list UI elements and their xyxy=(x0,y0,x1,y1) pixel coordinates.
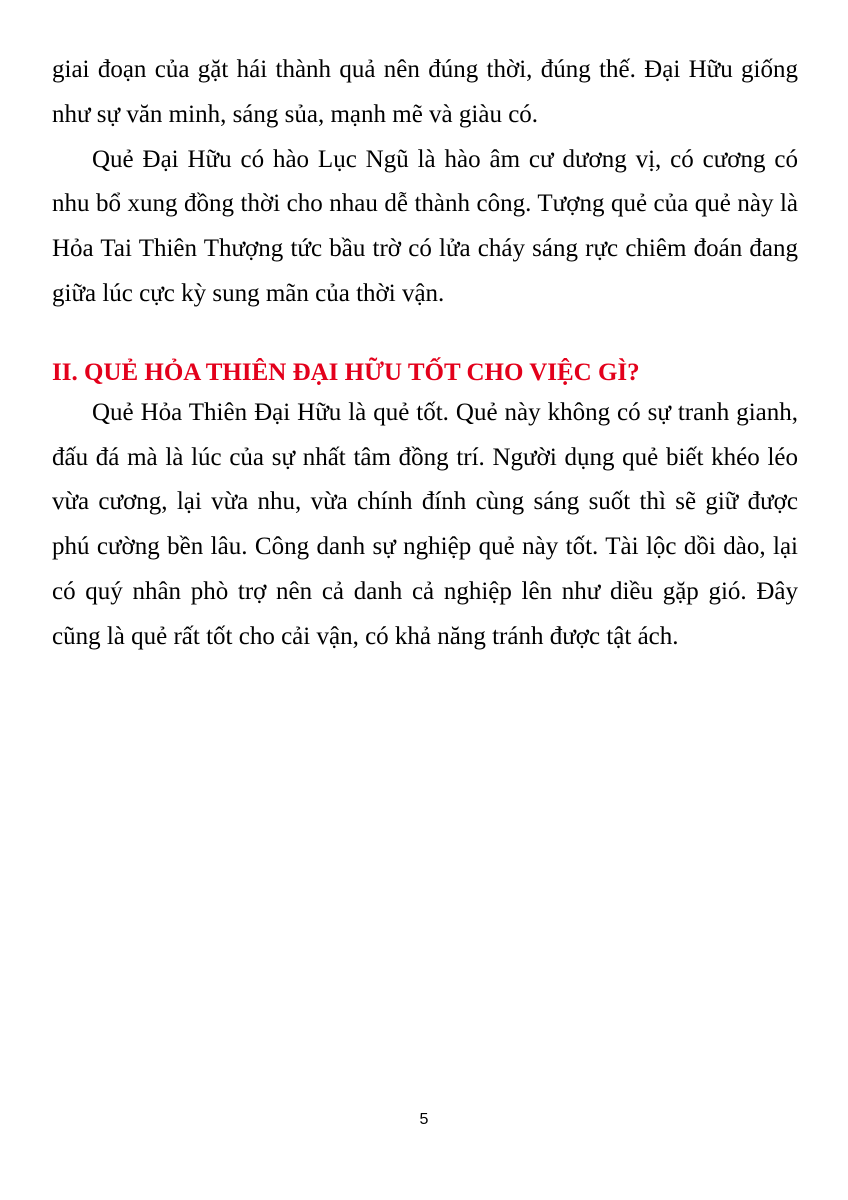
paragraph-dai-huu-description: Quẻ Đại Hữu có hào Lục Ngũ là hào âm cư dương vị, có cương có nhu bổ xung đồng thời cho nhau dễ thành công. Tượng quẻ của quẻ này là Hỏa Tai Thiên Thượng tức bầu trờ có lửa cháy sáng rực chiêm đoán đang giữa lúc cực kỳ sung mãn của thời vận. xyxy=(52,145,798,307)
section-heading: II. QUẺ HỎA THIÊN ĐẠI HỮU TỐT CHO VIỆC GÌ? xyxy=(52,358,640,386)
page-number: 5 xyxy=(419,1111,429,1128)
page-content xyxy=(52,48,798,660)
paragraph-good-for: Quẻ Hỏa Thiên Đại Hữu là quẻ tốt. Quẻ này không có sự tranh gianh, đấu đá mà là lúc của sự nhất tâm đồng trí. Người dụng quẻ biết khéo léo vừa cương, lại vừa nhu, vừa chính đính cùng sáng suốt thì sẽ giữ được phú cường bền lâu. Công danh sự nghiệp quẻ này tốt. Tài lộc dồi dào, lại có quý nhân phò trợ nên cả danh cả nghiệp lên như diều gặp gió. Đây cũng là quẻ rất tốt cho cải vận, có khả năng tránh được tật ách. xyxy=(52,398,798,650)
paragraph-continuation: giai đoạn của gặt hái thành quả nên đúng thời, đúng thế. Đại Hữu giống như sự văn minh, sáng sủa, mạnh mẽ và giàu có. xyxy=(52,56,798,128)
